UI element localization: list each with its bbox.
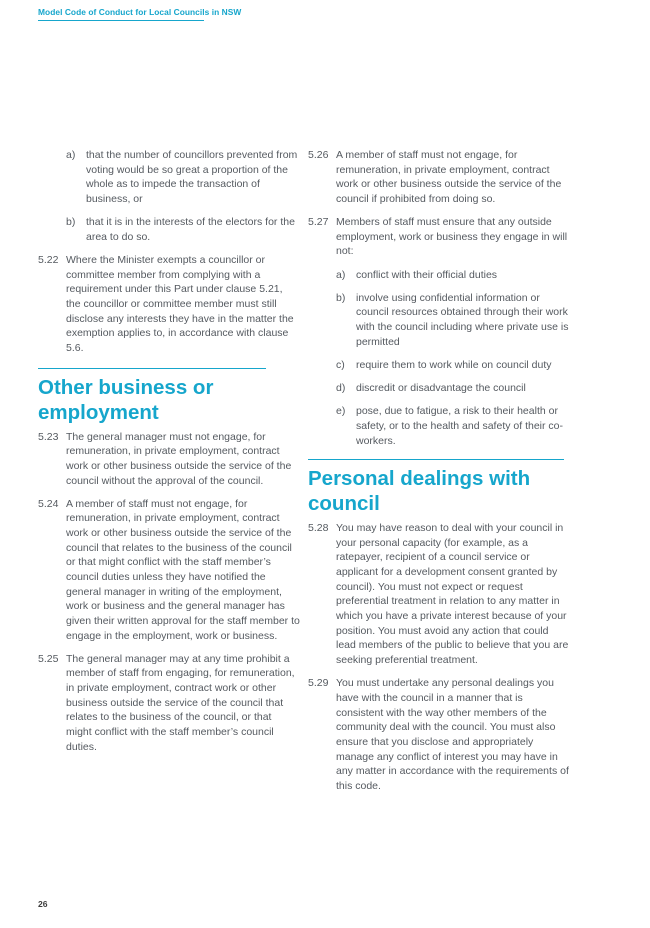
clause-text: You must undertake any personal dealings you have with the council in a manner that is consistent with the way other members of the community deal with the council. You must also ensure that you disclose and appropriately manage any conflict of interest you may have in any matter in accordance with the requirements of this code. (336, 677, 569, 792)
clause-5-22 (38, 253, 300, 356)
page-number: 26 (38, 899, 48, 909)
list-item (336, 268, 570, 283)
section-rule (38, 368, 266, 369)
clause-5-27 (308, 215, 570, 259)
item-letter: a) (336, 268, 346, 281)
left-column (38, 148, 300, 763)
list-item (336, 404, 570, 448)
clause-5-25 (38, 652, 300, 755)
section-heading-other-business: Other business or employment (38, 375, 214, 424)
item-letter: d) (336, 382, 346, 395)
running-header: Model Code of Conduct for Local Councils in NSW (38, 7, 242, 17)
list-item (336, 358, 570, 373)
clause-text: The general manager must not engage, for remuneration, in private employment, contract work or other business outside the service of the council without the approval of the council. (66, 430, 292, 487)
clause-number: 5.22 (38, 253, 59, 266)
clause-5-28 (308, 521, 570, 668)
item-letter: a) (66, 149, 76, 161)
item-text: that it is in the interests of the electors for the area to do so. (86, 216, 295, 243)
header-rule (38, 20, 204, 21)
clause-5-23 (38, 430, 300, 489)
clause-number: 5.24 (38, 497, 59, 510)
clause-text: The general manager may at any time prohibit a member of staff from engaging, for remuneration, in private employment, contract work or other business outside the service of the council that relates to the business of the council, or that might conflict with the staff member’s council duties. (66, 652, 295, 753)
sublist-5-27 (336, 268, 570, 449)
right-column (308, 148, 570, 802)
clause-number: 5.28 (308, 522, 329, 535)
clause-5-24 (38, 497, 300, 644)
item-text: pose, due to fatigue, a risk to their health or safety, or to the health and safety of their co-workers. (356, 405, 564, 447)
item-text: conflict with their official duties (356, 268, 498, 281)
clause-5-29 (308, 676, 570, 793)
clause-number: 5.26 (308, 149, 329, 161)
item-letter: c) (336, 358, 345, 371)
clause-text: Members of staff must ensure that any outside employment, work or business they engage in will not: (336, 216, 568, 258)
list-item (66, 148, 300, 207)
clause-text: A member of staff must not engage, for remuneration, in private employment, contract work or other business outside the service of the council if prohibited from doing so. (336, 149, 562, 205)
item-text: that the number of councillors prevented from voting would be so great a proportion of the whole as to impede the transaction of business, or (86, 149, 298, 205)
list-item (66, 215, 300, 244)
section-heading-personal-dealings: Personal dealings with council (308, 467, 531, 516)
list-item (336, 381, 570, 396)
list-item (336, 291, 570, 350)
item-text: discredit or disadvantage the council (356, 382, 526, 395)
clause-text: A member of staff must not engage, for remuneration, in private employment, contract work or other business outside the service of the council that relates to the business of the council or that might conflict with the staff member’s council duties unless they have notified the general manager in writing of the employment, work or business and the general manager has given their written approval for the staff member to engage in the employment, work or business. (66, 497, 300, 642)
item-letter: b) (336, 291, 346, 304)
clause-text: Where the Minister exempts a councillor or committee member from complying with a requirement under this Part under clause 5.21, the councillor or committee member must still disclose any interests they have in the matter the exemption applies to, in accordance with clause 5.6. (66, 253, 294, 354)
clause-number: 5.23 (38, 430, 59, 443)
clause-text: You may have reason to deal with your council in your personal capacity (for example, as a ratepayer, recipient of a council service or applicant for a development consent granted by council). You must not expect or request preferential treatment in relation to any matter in which you have a private interest because of your position. You must avoid any action that could lead members of the public to believe that you are seeking preferential treatment. (336, 522, 569, 667)
clause-number: 5.25 (38, 652, 59, 665)
item-letter: e) (336, 405, 346, 418)
item-text: require them to work while on council duty (356, 358, 552, 371)
item-letter: b) (66, 216, 76, 229)
sublist-5-21 (66, 148, 300, 244)
clause-5-26 (308, 148, 570, 207)
item-text: involve using confidential information or council resources obtained through their work with the council including where private use is permitted (356, 291, 569, 348)
clause-number: 5.29 (308, 677, 329, 690)
section-rule (308, 459, 564, 460)
clause-number: 5.27 (308, 216, 329, 229)
